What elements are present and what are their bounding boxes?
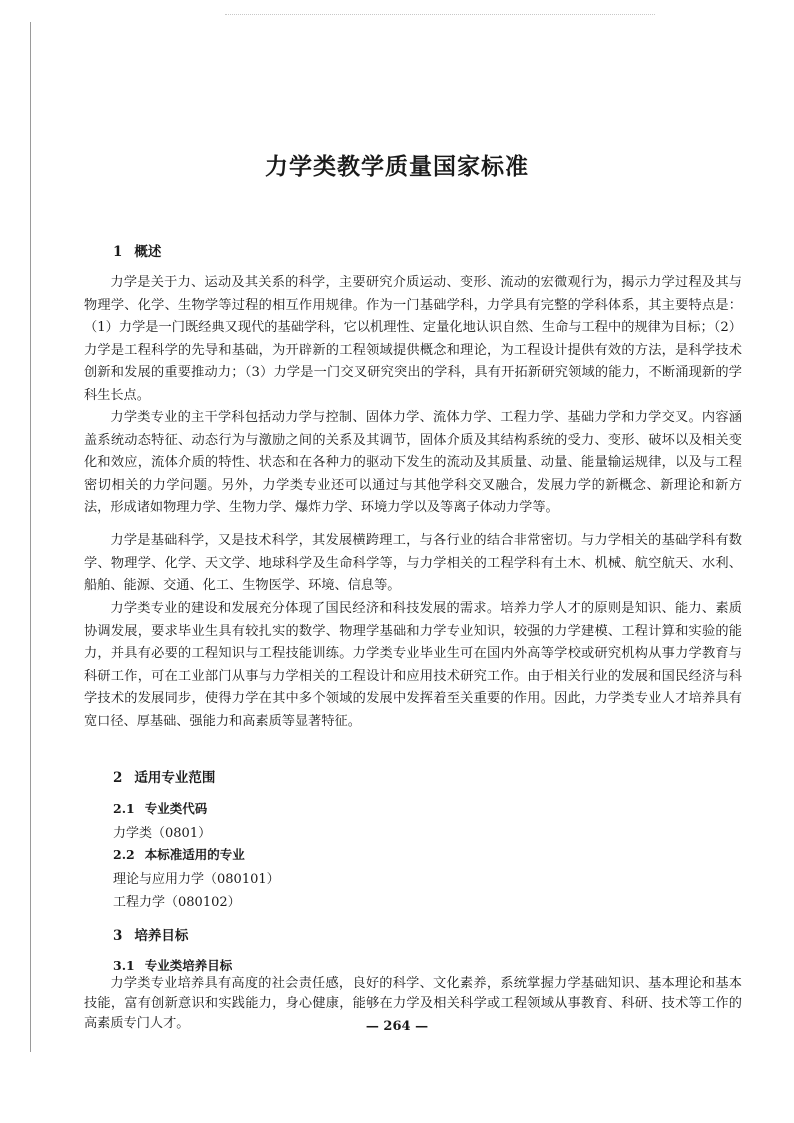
paragraph: 力学是基础科学，又是技术科学，其发展横跨理工，与各行业的结合非常密切。与力学相关的基础学科有数学、物理学、化学、天文学、地球科学及生命科学等，与力学相关的工程学科有土木、机械、航空航天、水利、船舶、能源、交通、化工、生物医学、环境、信息等。: [84, 533, 742, 593]
paragraph: 力学类专业培养具有高度的社会责任感，良好的科学、文化素养，系统掌握力学基础知识、基本理论和基本技能，富有创新意识和实践能力，身心健康，能够在力学及相关科学或工程领域从事教育、科研、技术等工作的高素质专门人才。: [84, 976, 742, 1031]
subsection-number: 3.1: [113, 958, 135, 973]
page-number: — 264 —: [365, 1019, 429, 1034]
section-title: 概述: [134, 244, 162, 260]
paragraph: 力学类专业的建设和发展充分体现了国民经济和科技发展的需求。培养力学人才的原则是知识、能力、素质协调发展，要求毕业生具有较扎实的数学、物理学基础和力学专业知识，较强的力学建模、工程计算和实验的能力，并具有必要的工程知识与工程技能训练。力学类专业毕业生可在国内外高等学校或研究机构从事力学教育与科研工作，可在工业部门从事与力学相关的工程设计和应用技术研究工作。由于相关行业的发展和国民经济与科学技术的发展同步，使得力学在其中多个领域的发展中发挥着至关重要的作用。因此，力学类专业人才培养具有宽口径、厚基础、强能力和高素质等显著特征。: [84, 601, 742, 729]
section-heading-overview: [113, 240, 161, 260]
document-title: 力学类教学质量国家标准: [265, 153, 529, 180]
major-line: 工程力学（080102）: [113, 895, 241, 910]
paragraph: 力学是关于力、运动及其关系的科学，主要研究介质运动、变形、流动的宏微观行为，揭示力学过程及其与物理学、化学、生物学等过程的相互作用规律。作为一门基础学科，力学具有完整的学科体系，其主要特点是：（1）力学是一门既经典又现代的基础学科，它以机理性、定量化地认识自然、生命与工程中的规律为目标；（2）力学是工程科学的先导和基础，为开辟新的工程领域提供概念和理论，为工程设计提供有效的方法，是科学技术创新和发展的重要推动力；（3）力学是一门交叉研究突出的学科，具有开拓新研究领域的能力，不断涌现新的学科生长点。: [84, 275, 742, 403]
section-heading-objectives: [113, 924, 188, 944]
subsection-heading-code: [113, 799, 207, 817]
section-number: 3: [113, 928, 123, 944]
major-line: 理论与应用力学（080101）: [113, 872, 280, 887]
subsection-number: 2.2: [113, 847, 135, 862]
subsection-title: 专业类培养目标: [144, 958, 233, 973]
section-heading-scope: [113, 766, 215, 786]
paragraph: 力学类专业的主干学科包括动力学与控制、固体力学、流体力学、工程力学、基础力学和力学交叉。内容涵盖系统动态特征、动态行为与激励之间的关系及其调节，固体介质及其结构系统的受力、变形、破坏以及相关变化和效应，流体介质的特性、状态和在各种力的驱动下发生的流动及其质量、动量、能量输运规律，以及与工程密切相关的力学问题。另外，力学类专业还可以通过与其他学科交叉融合，发展力学的新概念、新理论和新方法，形成诸如物理力学、生物力学、爆炸力学、环境力学以及等离子体动力学等。: [84, 410, 742, 515]
subsection-heading-applicable: [113, 845, 245, 863]
scan-artifact-line: [225, 14, 655, 16]
subsection-title: 本标准适用的专业: [144, 847, 245, 862]
section-title: 适用专业范围: [134, 770, 216, 786]
subsection-number: 2.1: [113, 801, 135, 816]
code-line: 力学类（0801）: [113, 826, 212, 841]
subsection-heading-training-goal: [113, 956, 232, 974]
section-title: 培养目标: [134, 928, 189, 944]
subsection-title: 专业类代码: [144, 801, 208, 816]
section-number: 1: [113, 244, 123, 260]
section-number: 2: [113, 770, 123, 786]
